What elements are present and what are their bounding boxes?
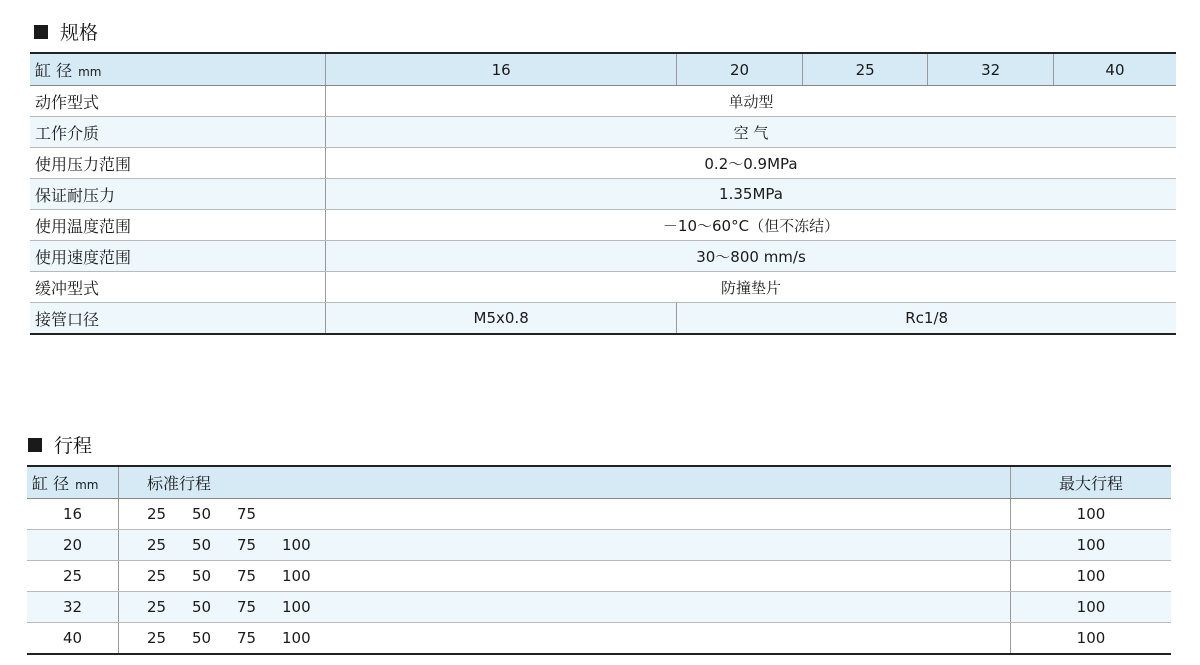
stroke-table <box>27 465 1171 655</box>
bore-40: 40 <box>1053 53 1176 86</box>
spec-value: 30～800 mm/s <box>326 241 1177 272</box>
spec-header-row <box>30 53 1176 86</box>
spec-title-text: 规格 <box>60 22 99 44</box>
stroke-value: 100 <box>282 629 311 647</box>
stroke-value: 50 <box>192 505 212 523</box>
spec-row <box>30 86 1176 117</box>
bore-20: 20 <box>677 53 803 86</box>
spec-section-title <box>34 18 98 45</box>
bore-25: 25 <box>802 53 928 86</box>
bore-header <box>30 53 326 86</box>
port-value-rest: Rc1/8 <box>677 303 1176 335</box>
stroke-value: 75 <box>237 567 257 585</box>
spec-value: 0.2～0.9MPa <box>326 148 1177 179</box>
stroke-cell <box>119 499 1011 530</box>
spec-value: 防撞垫片 <box>326 272 1177 303</box>
table-row <box>27 530 1171 561</box>
spec-label: 接管口径 <box>30 303 326 335</box>
stroke-value: 100 <box>282 536 311 554</box>
bore-cell: 20 <box>27 530 119 561</box>
spec-label: 工作介质 <box>30 117 326 148</box>
stroke-cell <box>119 623 1011 655</box>
bore-header-label: 缸 径 <box>35 61 73 80</box>
stroke-value: 100 <box>282 598 311 616</box>
spec-table <box>30 52 1176 335</box>
spec-row <box>30 272 1176 303</box>
spec-port-row <box>30 303 1176 335</box>
table-row <box>27 561 1171 592</box>
stroke-header-row <box>27 466 1171 499</box>
bore-cell: 40 <box>27 623 119 655</box>
max-cell: 100 <box>1011 561 1172 592</box>
spec-label: 动作型式 <box>30 86 326 117</box>
bore-cell: 16 <box>27 499 119 530</box>
stroke-value: 50 <box>192 567 212 585</box>
spec-row <box>30 241 1176 272</box>
spec-row <box>30 148 1176 179</box>
max-cell: 100 <box>1011 592 1172 623</box>
table-row <box>27 592 1171 623</box>
stroke-value: 75 <box>237 629 257 647</box>
stroke-section-title <box>28 431 92 458</box>
spec-value: 单动型 <box>326 86 1177 117</box>
stroke-value: 75 <box>237 505 257 523</box>
spec-value: 1.35MPa <box>326 179 1177 210</box>
table-row <box>27 499 1171 530</box>
stroke-value: 50 <box>192 598 212 616</box>
stroke-cell <box>119 561 1011 592</box>
bore-16: 16 <box>326 53 677 86</box>
stroke-value: 100 <box>282 567 311 585</box>
square-bullet-icon <box>34 25 48 39</box>
spec-row <box>30 117 1176 148</box>
spec-value: －10～60°C（但不冻结） <box>326 210 1177 241</box>
bore-header-label: 缸 径 <box>32 474 70 493</box>
stroke-cell <box>119 592 1011 623</box>
spec-value: 空 气 <box>326 117 1177 148</box>
max-cell: 100 <box>1011 499 1172 530</box>
spec-label: 保证耐压力 <box>30 179 326 210</box>
bore-header <box>27 466 119 499</box>
bore-cell: 32 <box>27 592 119 623</box>
spec-label: 使用温度范围 <box>30 210 326 241</box>
stroke-cell <box>119 530 1011 561</box>
max-stroke-header: 最大行程 <box>1011 466 1172 499</box>
stroke-value: 75 <box>237 598 257 616</box>
spec-row <box>30 210 1176 241</box>
spec-label: 使用速度范围 <box>30 241 326 272</box>
bore-cell: 25 <box>27 561 119 592</box>
bore-header-unit: mm <box>75 478 99 492</box>
table-row <box>27 623 1171 655</box>
spec-label: 缓冲型式 <box>30 272 326 303</box>
stroke-value: 75 <box>237 536 257 554</box>
stroke-value: 25 <box>147 536 167 554</box>
stroke-value: 25 <box>147 629 167 647</box>
max-cell: 100 <box>1011 530 1172 561</box>
stroke-value: 25 <box>147 567 167 585</box>
spec-label: 使用压力范围 <box>30 148 326 179</box>
port-value-16: M5x0.8 <box>326 303 677 335</box>
stroke-value: 50 <box>192 536 212 554</box>
stroke-value: 25 <box>147 505 167 523</box>
square-bullet-icon <box>28 438 42 452</box>
bore-header-unit: mm <box>78 65 102 79</box>
stroke-value: 50 <box>192 629 212 647</box>
bore-32: 32 <box>928 53 1054 86</box>
stroke-value: 25 <box>147 598 167 616</box>
stroke-title-text: 行程 <box>54 435 93 457</box>
spec-row <box>30 179 1176 210</box>
max-cell: 100 <box>1011 623 1172 655</box>
standard-stroke-header: 标准行程 <box>119 466 1011 499</box>
